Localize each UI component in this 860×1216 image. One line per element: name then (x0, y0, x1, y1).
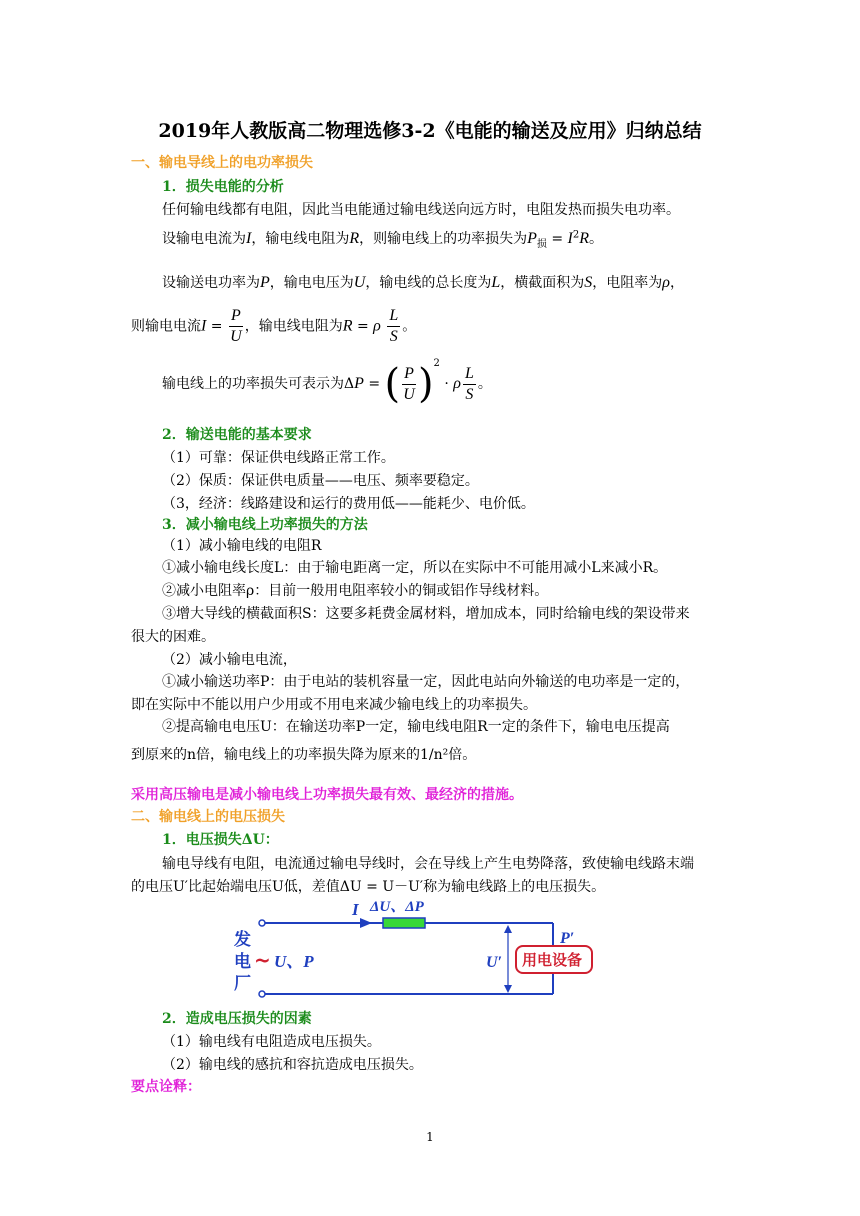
sec1-s2-item-3: （3，经济：线路建设和运行的费用低——能耗少、电价低。 (162, 496, 535, 512)
source-char-3: 厂 (234, 974, 251, 994)
sec1-s2-item-2: （2）保质：保证供电质量——电压、频率要稳定。 (162, 473, 479, 489)
sec2-s1-line1: 输电导线有电阻，电流通过输电导线时，会在导线上产生电势降落，致使输电线路末端 (162, 856, 694, 872)
sec1-s3-a3-line1: ③增大导线的横截面积S：这要多耗费金属材料，增加成本，同时给输电线的架设带来 (162, 606, 690, 622)
transmission-circuit-diagram (220, 893, 620, 1003)
sec1-s3-b1-line2: 即在实际中不能以用户少用或不用电来减少输电线上的功率损失。 (131, 697, 537, 713)
sec1-s1-p3: 设输送电功率为P，输电电压为U，输电线的总长度为L，横截面积为S，电阻率为ρ， (162, 274, 684, 291)
page-title: 2019年人教版高二物理选修3-2《电能的输送及应用》归纳总结 (158, 120, 702, 142)
fraction-l-over-s: $\frac{L}{S}$ (389, 307, 399, 345)
fraction-p-over-u: $\frac{P}{U}$ (230, 307, 242, 345)
resistor (383, 918, 425, 928)
sec1-s1-p5: 输电线上的功率损失可表示为ΔP = ( $\frac{P}{U}$ )$^2$ · ρ $\frac{L}{S}$ 。 (162, 358, 492, 407)
sec1-note: 采用高压输电是减小输电线上功率损失最有效、最经济的措施。 (131, 787, 523, 803)
terminal-top (259, 920, 265, 926)
ac-symbol: ~ (254, 948, 271, 972)
voltage-arrow-down (504, 985, 512, 993)
sec2-s2-item-1: （1）输电线有电阻造成电压损失。 (162, 1034, 381, 1050)
section1-heading: 一、输电导线上的电功率损失 (131, 155, 313, 171)
sec1-s3-b2-line1: ②提高输电电压U：在输送功率P一定，输电线电阻R一定的条件下，输电电压提高 (162, 719, 670, 735)
voltage-arrow-up (504, 925, 512, 933)
sec2-s1-heading: 1．电压损失ΔU： (162, 832, 279, 848)
source-values: U、P (274, 952, 314, 971)
sec1-s2-heading: 2．输送电能的基本要求 (162, 427, 312, 443)
sec1-s3-a: （1）减小输电线的电阻R (162, 538, 322, 554)
device-label: 用电设备 (522, 951, 583, 969)
sec1-s1-heading: 1．损失电能的分析 (162, 179, 284, 195)
sec1-s2-item-1: （1）可靠：保证供电线路正常工作。 (162, 450, 395, 466)
sec1-s3-b1-line1: ①减小输送功率P：由于电站的装机容量一定，因此电站向外输送的电功率是一定的， (162, 674, 690, 690)
current-label: I (352, 900, 359, 919)
sec1-s3-b: （2）减小输电电流， (162, 652, 297, 668)
sec2-s1-line2: 的电压U′比起始端电压U低，差值ΔU = U－U′称为输电线路上的电压损失。 (131, 879, 606, 895)
sec1-s3-a3-line2: 很大的困难。 (131, 629, 215, 645)
sec2-s2-heading: 2．造成电压损失的因素 (162, 1011, 312, 1027)
current-arrow (360, 918, 372, 928)
sec1-s1-p1: 任何输电线都有电阻，因此当电能通过输电线送向远方时，电阻发热而损失电功率。 (162, 202, 680, 218)
sec1-s3-a1: ①减小输电线长度L：由于输电距离一定，所以在实际中不可能用减小L来减小R。 (162, 560, 668, 576)
sec1-s3-b2-line2: 到原来的n倍，输电线上的功率损失降为原来的1/n²倍。 (131, 747, 477, 763)
sec1-s3-a2: ②减小电阻率ρ：目前一般用电阻率较小的铜或铝作导线材料。 (162, 583, 549, 599)
sec2-s2-item-2: （2）输电线的感抗和容抗造成电压损失。 (162, 1057, 423, 1073)
key-points-label: 要点诠释： (131, 1079, 201, 1095)
terminal-bottom (259, 991, 265, 997)
sec1-s1-p4: 则输电电流I = $\frac{P}{U}$ ，输电线电阻为R = ρ $\frac{L}{S}$ 。 (131, 307, 417, 345)
source-char-1: 发 (234, 930, 251, 950)
end-voltage-label: U′ (486, 954, 503, 971)
sec1-s1-p2: 设输电电流为I，输电线电阻为R，则输电线上的功率损失为$P_损 = I^2R$。 (162, 229, 604, 250)
section2-heading: 二、输电线上的电压损失 (131, 809, 285, 825)
source-char-2: 电 (234, 952, 251, 972)
sec1-s3-heading: 3．减小输电线上功率损失的方法 (162, 517, 368, 533)
loss-label: ΔU、ΔP (370, 899, 424, 915)
end-power-label: P′ (560, 930, 575, 947)
page-number: 1 (426, 1130, 434, 1144)
